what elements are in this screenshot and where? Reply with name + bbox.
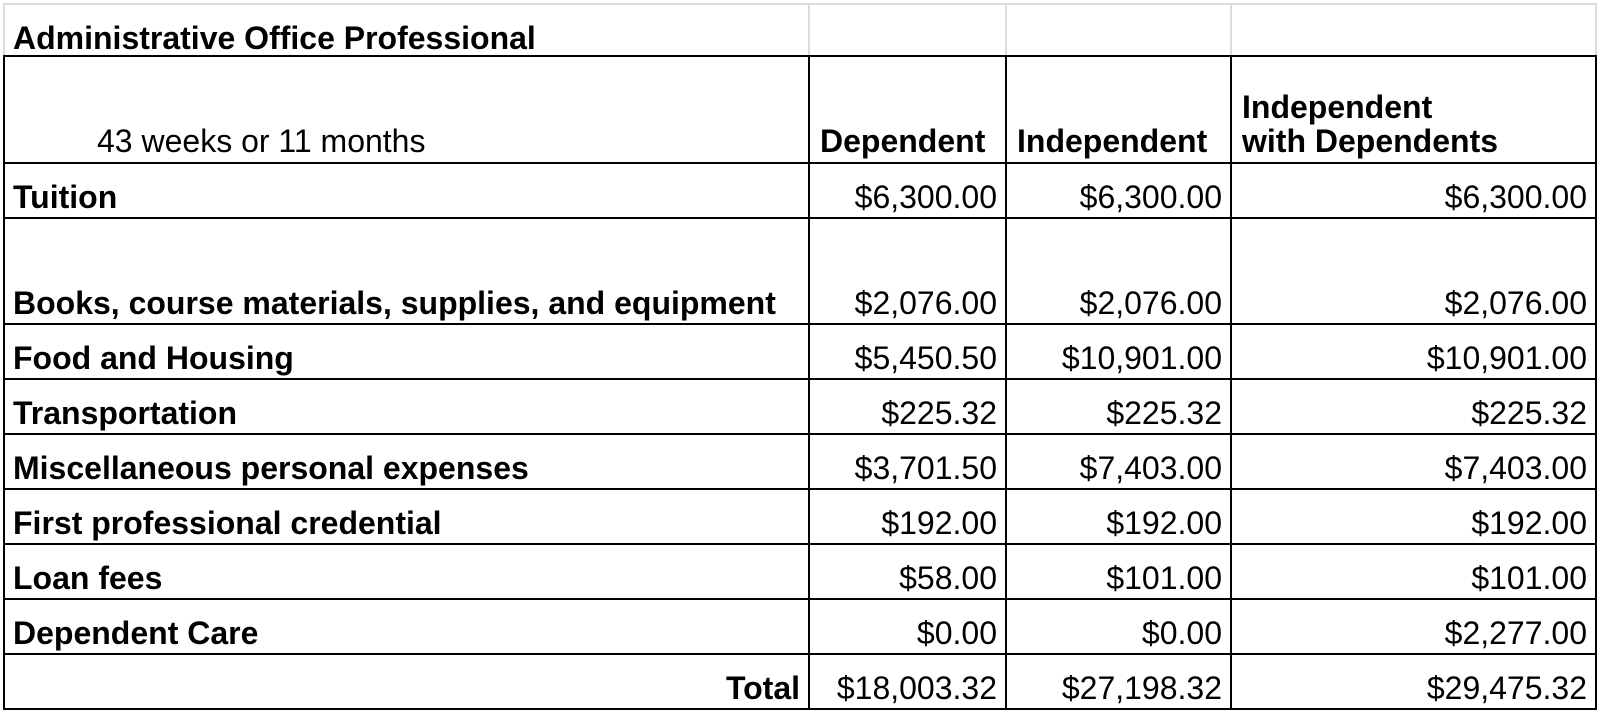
column-header-text: Independent with Dependents: [1242, 89, 1499, 159]
cell-independent: $101.00: [1006, 544, 1231, 599]
cell-independent: $225.32: [1006, 379, 1231, 434]
row-label: First professional credential: [4, 489, 809, 544]
cell-independent: $7,403.00: [1006, 434, 1231, 489]
row-label: Miscellaneous personal expenses: [4, 434, 809, 489]
table-row: [4, 379, 1596, 434]
row-label: Transportation: [4, 379, 809, 434]
cell-independent: $6,300.00: [1006, 163, 1231, 218]
empty-cell: [1006, 4, 1231, 56]
row-label: Food and Housing: [4, 324, 809, 379]
total-row: [4, 654, 1596, 709]
column-header-independent: Independent: [1006, 56, 1231, 163]
total-dependent: $18,003.32: [809, 654, 1006, 709]
sheet-title: Administrative Office Professional: [4, 4, 809, 56]
program-duration: 43 weeks or 11 months: [4, 56, 809, 163]
row-label: Books, course materials, supplies, and equipment: [4, 218, 809, 324]
table-row: [4, 599, 1596, 654]
empty-cell: [809, 4, 1006, 56]
cell-dependent: $58.00: [809, 544, 1006, 599]
cell-independent: $192.00: [1006, 489, 1231, 544]
cell-independent-with-dependents: $10,901.00: [1231, 324, 1596, 379]
title-row: [4, 4, 1596, 56]
cell-independent: $10,901.00: [1006, 324, 1231, 379]
row-label: Dependent Care: [4, 599, 809, 654]
empty-cell: [1231, 4, 1596, 56]
cell-independent-with-dependents: $101.00: [1231, 544, 1596, 599]
header-row: [4, 56, 1596, 163]
cell-independent: $0.00: [1006, 599, 1231, 654]
cell-dependent: $5,450.50: [809, 324, 1006, 379]
table-row: [4, 434, 1596, 489]
table-row: [4, 544, 1596, 599]
row-label: Tuition: [4, 163, 809, 218]
cell-dependent: $0.00: [809, 599, 1006, 654]
table-row: [4, 489, 1596, 544]
cell-dependent: $2,076.00: [809, 218, 1006, 324]
total-independent-with-dependents: $29,475.32: [1231, 654, 1596, 709]
table-row: [4, 218, 1596, 324]
cell-dependent: $3,701.50: [809, 434, 1006, 489]
cell-dependent: $225.32: [809, 379, 1006, 434]
table-row: [4, 163, 1596, 218]
row-label: Loan fees: [4, 544, 809, 599]
cell-dependent: $6,300.00: [809, 163, 1006, 218]
cell-independent-with-dependents: $6,300.00: [1231, 163, 1596, 218]
cell-independent-with-dependents: $2,076.00: [1231, 218, 1596, 324]
total-independent: $27,198.32: [1006, 654, 1231, 709]
table-row: [4, 324, 1596, 379]
cell-dependent: $192.00: [809, 489, 1006, 544]
cell-independent: $2,076.00: [1006, 218, 1231, 324]
cell-independent-with-dependents: $225.32: [1231, 379, 1596, 434]
cell-independent-with-dependents: $7,403.00: [1231, 434, 1596, 489]
total-label: Total: [4, 654, 809, 709]
column-header-independent-with-dependents: [1231, 56, 1596, 163]
cell-independent-with-dependents: $2,277.00: [1231, 599, 1596, 654]
cell-independent-with-dependents: $192.00: [1231, 489, 1596, 544]
cost-of-attendance-table: [3, 3, 1597, 710]
column-header-dependent: Dependent: [809, 56, 1006, 163]
